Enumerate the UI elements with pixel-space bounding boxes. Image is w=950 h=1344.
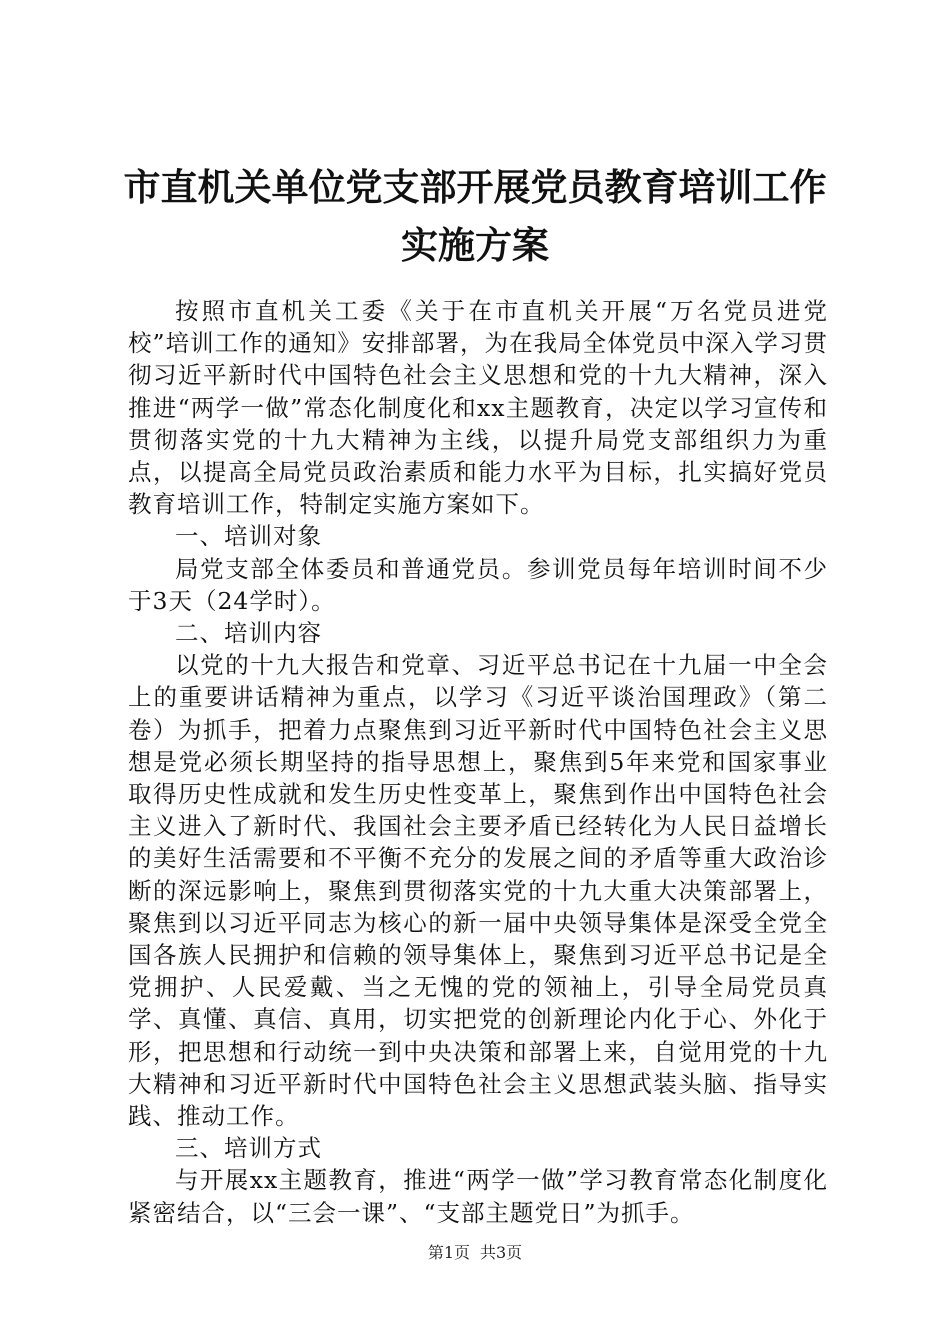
paragraph-methods: 与开展xx主题教育，推进“两学一做”学习教育常态化制度化紧密结合，以“三会一课”、“支部主题党日”为抓手。: [128, 1166, 828, 1227]
page-number: 第1页: [427, 1243, 470, 1262]
paragraph-targets: 局党支部全体委员和普通党员。参训党员每年培训时间不少于3天（24学时）。: [128, 554, 828, 615]
document-title: 市直机关单位党支部开展党员教育培训工作实施方案: [123, 165, 827, 267]
page-total: 共3页: [480, 1243, 523, 1262]
paragraph-content: 以党的十九大报告和党章、习近平总书记在十九届一中全会上的重要讲话精神为重点，以学习《习近平谈治国理政》（第二卷）为抓手，把着力点聚焦到习近平新时代中国特色社会主义思想是党必须长期坚持的指导思想上，聚焦到5年来党和国家事业取得历史性成就和发生历史性变革上，聚焦到作出中国特色社会主义进入了新时代、我国社会主要矛盾已经转化为人民日益增长的美好生活需要和不平衡不充分的发展之间的矛盾等重大政治诊断的深远影响上，聚焦到贯彻落实党的十九大重大决策部署上，聚焦到以习近平同志为核心的新一届中央领导集体是深受全党全国各族人民拥护和信赖的领导集体上，聚焦到习近平总书记是全党拥护、人民爱戴、当之无愧的党的领袖上，引导全局党员真学、真懂、真信、真用，切实把党的创新理论内化于心、外化于形，把思想和行动统一到中央决策和部署上来，自觉用党的十九大精神和习近平新时代中国特色社会主义思想武装头脑、指导实践、推动工作。: [128, 651, 828, 1131]
section-heading-methods: 三、培训方式: [175, 1134, 322, 1163]
paragraph-intro: 按照市直机关工委《关于在市直机关开展“万名党员进党校”培训工作的通知》安排部署，为在我局全体党员中深入学习贯彻习近平新时代中国特色社会主义思想和党的十九大精神，深入推进“两学一做”常态化制度化和xx主题教育，决定以学习宣传和贯彻落实党的十九大精神为主线，以提升局党支部组织力为重点，以提高全局党员政治素质和能力水平为目标，扎实搞好党员教育培训工作，特制定实施方案如下。: [128, 297, 828, 519]
section-heading-content: 二、培训内容: [175, 619, 322, 648]
document-body: [128, 295, 828, 1229]
page-footer: [0, 1243, 950, 1263]
section-heading-targets: 一、培训对象: [175, 522, 322, 551]
